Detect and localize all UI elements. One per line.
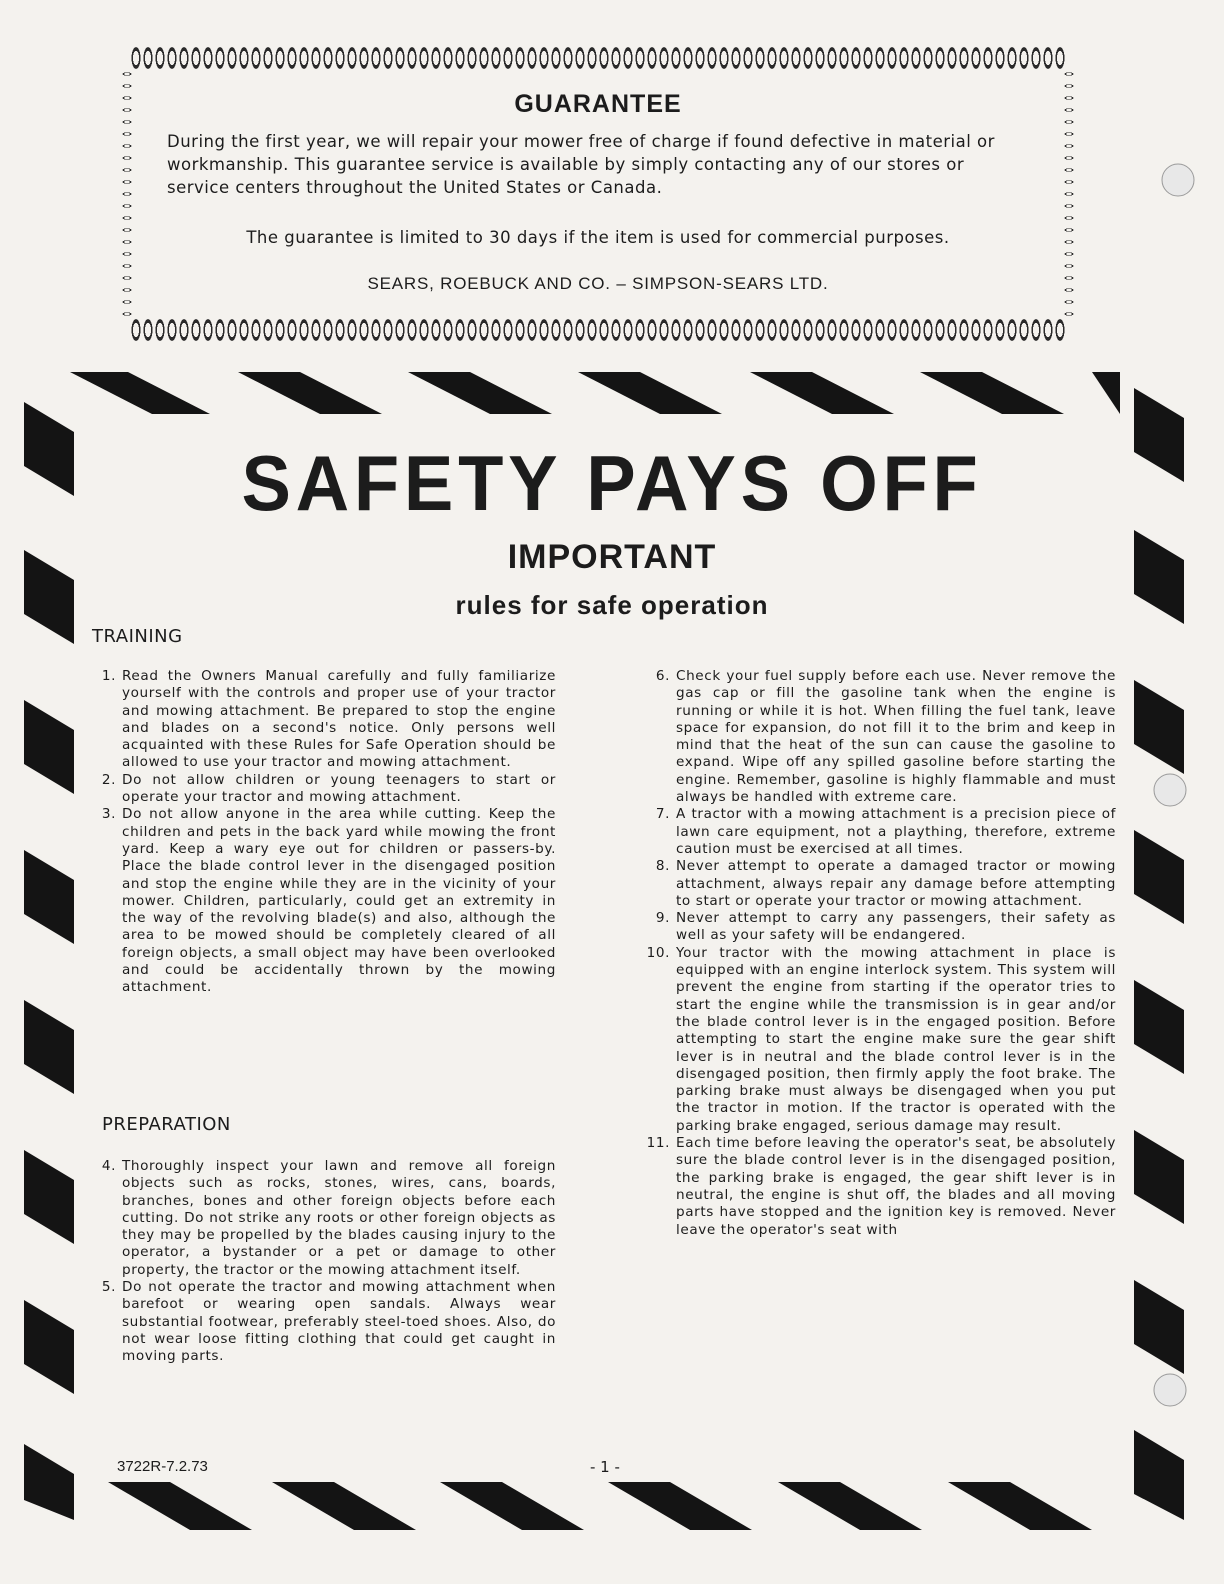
rule-item: [86, 806, 556, 996]
rules-subtitle: rules for safe operation: [455, 590, 769, 620]
rule-item: [86, 668, 556, 772]
main-title: SAFETY PAYS OFF: [241, 439, 983, 527]
rule-item: [86, 1279, 556, 1365]
rule-text: Thoroughly inspect your lawn and remove all foreign objects such as rocks, stones, wires, cans, boards, branches, bones and other foreign objects before each cutting. Do not strike any roots or other foreign objects as they may be propelled by the blades causing injury to the operator, a bystander or a pet or damage to other property, the tractor or the mowing attachment itself.: [122, 1158, 556, 1278]
rule-item: [86, 1158, 556, 1279]
rule-number: 4.: [101, 1158, 116, 1174]
left-column: [86, 668, 556, 997]
guarantee-box: [112, 44, 1084, 344]
rule-number: 8.: [655, 858, 670, 875]
rule-text: Never attempt to operate a damaged tractor or mowing attachment, always repair any damage before attempting to start or operate your tractor or mowing attachment.: [676, 858, 1116, 909]
rule-item: [640, 858, 1116, 910]
rule-number: 6.: [655, 668, 670, 684]
rule-item: [640, 945, 1116, 1135]
page-number: - 1 -: [590, 1458, 620, 1476]
right-column: [640, 668, 1116, 1239]
important-heading: IMPORTANT: [507, 538, 717, 576]
rule-text: Do not allow children or young teenagers to start or operate your tractor and mowing attachment.: [122, 771, 556, 806]
coil-border-top: [130, 44, 1066, 72]
document-code: 3722R-7.2.73: [117, 1458, 208, 1475]
rule-number: 9.: [655, 910, 670, 927]
rule-number: 10.: [646, 944, 670, 961]
left-column-preparation: [86, 1158, 556, 1366]
rule-text: Do not operate the tractor and mowing attachment when barefoot or wearing open sandals. Always wear substantial footwear, preferably steel-toed shoes. Also, do not wear loose fitting clothing that could get caught in moving parts.: [122, 1279, 556, 1365]
rule-number: 1.: [101, 668, 116, 684]
rule-number: 11.: [646, 1135, 670, 1152]
rule-text: Each time before leaving the operator's seat, be absolutely sure the blade control lever is in the disengaged position, the parking brake is engaged, the gear shift lever is in neutral, the engine is shut off, the blades and all moving parts have stopped and the ignition key is removed. Never leave the operator's seat with: [676, 1135, 1116, 1238]
guarantee-body: During the first year, we will repair your mower free of charge if found defective in material or workmanship. This guarantee service is available by simply contacting any of our stores or service centers throughout the United States or Canada.: [167, 132, 995, 197]
rule-item: [86, 772, 556, 807]
section-preparation: PREPARATION: [102, 1114, 231, 1135]
rule-number: 7.: [655, 806, 670, 823]
guarantee-signature: SEARS, ROEBUCK AND CO. – SIMPSON-SEARS LTD.: [367, 274, 829, 293]
guarantee-limit: The guarantee is limited to 30 days if the item is used for commercial purposes.: [246, 228, 950, 247]
rule-item: [640, 806, 1116, 858]
rule-item: [640, 668, 1116, 806]
rule-text: Read the Owners Manual carefully and fully familiarize yourself with the controls and proper use of your tractor and mowing attachment. Be prepared to stop the engine and blades on a second's notice. Only persons well acquainted with these Rules for Safe Operation should be allowed to use your tractor and mowing attachment.: [122, 668, 556, 771]
rule-text: Do not allow anyone in the area while cutting. Keep the children and pets in the back yard while mowing the front yard. Keep a wary eye out for children or passers-by. Place the blade control lever in the disengaged position and stop the engine while they are in the vicinity of your mower. Children, particularly, could get an extremity in the way of the revolving blade(s) and also, although the area to be mowed should be completely cleared of all foreign objects, a small object may have been overlooked and could be accidentally thrown by the mowing attachment.: [122, 806, 556, 996]
rule-text: Your tractor with the mowing attachment in place is equipped with an engine interlock system. This system will prevent the engine from starting if the operator tries to start the engine while the transmission is in gear and/or the blade control lever is in the engaged position. Before attempting to start the engine make sure the gear shift lever is in neutral and the blade control lever is in the disengaged position, then firmly apply the foot brake. The parking brake must always be disengaged when you put the tractor in motion. If the tractor is operated with the parking brake engaged, serious damage may result.: [676, 944, 1116, 1134]
rule-text: Never attempt to carry any passengers, their safety as well as your safety will be endangered.: [676, 910, 1116, 944]
rule-item: [640, 910, 1116, 945]
coil-border-bottom: [130, 316, 1066, 344]
guarantee-title: GUARANTEE: [514, 90, 682, 118]
rule-number: 2.: [101, 771, 116, 788]
rule-item: [640, 1135, 1116, 1239]
rule-number: 3.: [101, 806, 116, 823]
rule-text: Check your fuel supply before each use. Never remove the gas cap or fill the gasoline tank when the engine is running or while it is hot. When filling the fuel tank, leave space for expansion, do not fill it to the brim and keep in mind that the heat of the sun can cause the gasoline to expand. Wipe off any spilled gasoline before starting the engine. Remember, gasoline is highly flammable and must always be handled with extreme care.: [676, 668, 1116, 806]
rule-number: 5.: [101, 1279, 116, 1296]
section-training: TRAINING: [92, 626, 183, 647]
rule-text: A tractor with a mowing attachment is a precision piece of lawn care equipment, not a plaything, therefore, extreme caution must be exercised at all times.: [676, 806, 1116, 857]
